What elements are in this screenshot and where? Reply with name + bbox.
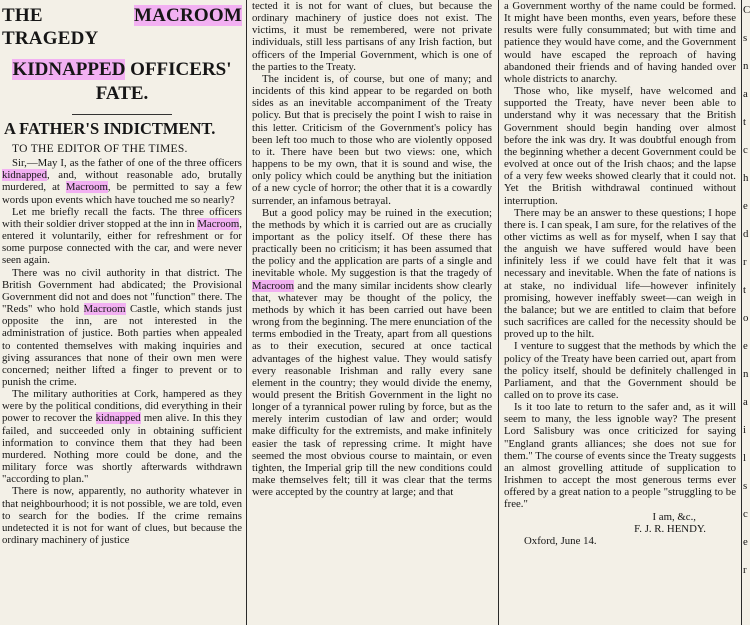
headline-kidnapped	[2, 58, 242, 82]
edge-glyph: t	[743, 116, 746, 128]
subtitle: A FATHER'S INDICTMENT.	[4, 119, 216, 138]
headline-title-highlight: MACROOM	[134, 5, 242, 26]
headline-kidnapped-highlight: KIDNAPPED	[12, 59, 126, 80]
letter-paragraph: Sir,—May I, as the father of one of the three officers kidnapped, and, without reasonable ado, brutally murdered, at Macroom, be permitted to say a few words upon events which have touched me so nearly?	[2, 157, 242, 206]
highlighted-word: Macroom	[65, 181, 108, 194]
column-1	[2, 0, 242, 625]
column-rule	[741, 0, 742, 625]
highlighted-word: Macroom	[197, 217, 240, 230]
closing: I am, &c.,	[652, 510, 696, 523]
letter-paragraph: a Government worthy of the name could be formed. It might have been months, even years, before these results were fully consummated; but with time and patience they would have come, and the Government would have escaped the reproach of having abandoned their friends and of having handed over whole districts to anarchy.	[504, 0, 736, 85]
edge-glyph: e	[743, 340, 748, 352]
highlighted-word: Macroom	[252, 279, 294, 292]
headline-title	[2, 4, 242, 50]
letter-paragraph: I venture to suggest that the methods by which the policy of the Treaty have been carried out, apart from the policy itself, should be definitely challenged in Parliament, and that the Government should be called on to prove its case.	[504, 340, 736, 401]
column-rule	[246, 0, 247, 625]
edge-glyph: o	[743, 312, 749, 324]
edge-glyph: n	[743, 60, 749, 72]
letter-paragraph: Is it too late to return to the safer and, as it will seem to many, the less ignoble way? The present Lord Salisbury was once criticized for saying "England grants alliances; she does not sue for them." The course of events since the Treaty suggests an almost grovelling attitude of supplication to Irishmen to accept the most generous terms ever offered by a great nation to a people "struggling to be free."	[504, 401, 736, 511]
highlighted-word: kidnapped	[2, 169, 47, 182]
column-3	[504, 0, 736, 625]
edge-glyph: i	[743, 424, 746, 436]
column-rule	[498, 0, 499, 625]
headline-divider	[72, 114, 172, 115]
edge-glyph: s	[743, 480, 748, 492]
letter-paragraph: tected it is not for want of clues, but because the ordinary machinery of justice does not exist. The victims, it must be remembered, were not private individuals, still less partisans of any Irish faction, but officers of the Imperial Government, which is one of the parties to the Treaty.	[252, 0, 492, 73]
edge-glyph: c	[743, 508, 748, 520]
edge-glyph: r	[743, 564, 747, 576]
dateline: Oxford, June 14.	[524, 534, 597, 547]
edge-glyph: s	[743, 32, 748, 44]
signature: F. J. R. HENDY.	[634, 522, 706, 535]
letter-paragraph: There was no civil authority in that district. The British Government had abdicated; the Provisional Government did not and does not "function" there. The "Reds" who hold Macroom Castle, which stands just opposite the inn, are not interested in the administration of justice. Both parties when appealed to contented themselves with making inquiries and giving assurances that none of their own men were concerned; neither lifted a finger to prevent or to punish the crime.	[2, 266, 242, 388]
headline-word: THE	[2, 5, 43, 26]
letter-paragraph: But a good policy may be ruined in the execution; the methods by which it is carried out are as crucially important as the policy itself. Of these there has practically been no criticism; it has been assumed that the policy and the application are parts of a single and inevitable whole. My suggestion is that the tragedy of Macroom and the many similar incidents show clearly that, whatever may be thought of the policy, the methods by which it has been carried out have been wrong from the beginning. The mere enunciation of the terms embodied in the Treaty, apart from all questions as to their execution, secured at once tactical advantages of the highest value. They would satisfy every reasonable Irishman and rally every sane element in the country; they would divide the enemy, would present the British Government in the light no longer of a tyrannical power ruling by force, but as the merely interim custodian of law and order; would make difficulty for the extremists, and make infinitely easier the task of repressing crime. It might have seemed the most obvious course to maintain, or even tighten, the Imperial grip till the new conditions could make themselves felt; till it was clear that the terms were accepted by the country at large; and that	[252, 206, 492, 499]
edge-glyph: r	[743, 256, 747, 268]
letter-paragraph: The incident is, of course, but one of many; and incidents of this kind appear to be regarded on both sides as an inevitable accompaniment of the Treaty policy. But that is precisely the point I wish to raise in this letter. Criticism of the Government's policy has been left too much to those who are violently opposed to it. There have been but two views: one, which happens to be my own, that it is sound and wise, the only policy which could be anything but the initiation of a new cycle of horror; the other that it is a cowardly surrender, an infamous betrayal.	[252, 72, 492, 207]
edge-glyph: a	[743, 396, 748, 408]
edge-glyph: a	[743, 88, 748, 100]
edge-glyph: d	[743, 228, 749, 240]
edge-glyph: h	[743, 172, 749, 184]
highlighted-word: Macroom	[83, 303, 126, 316]
letter-paragraph: Let me briefly recall the facts. The three officers with their soldier driver stopped at the inn in Macroom, entered it voluntarily, either for refreshment or for some purpose connected with the car, and were never seen again.	[2, 205, 242, 267]
highlighted-word: kidnapped	[95, 412, 141, 425]
letter-paragraph: There is now, apparently, no authority whatever in that neighbourhood; it is not possible, we are told, even to search for the bodies. If the crime remains undetected it is not for want of clues, but because the ordinary machinery of justice	[2, 485, 242, 546]
headline-word: TRAGEDY	[2, 28, 99, 49]
letter-paragraph: Those who, like myself, have welcomed and supported the Treaty, have never been able to understand why it was necessary that the British Government should begin handing over almost before the ink was dry. It was doubtful enough from the beginning whether a decent Government could be evolved at once out of the Irish chaos; and the lapse of a very few weeks showed clearly that it could not. Yet the British withdrawal continued without interruption.	[504, 85, 736, 207]
letter-paragraph: There may be an answer to these questions; I hope there is. I can speak, I am sure, for the relatives of the other victims as well as for myself, when I say that the anguish we have suffered would have been infinitely less if we could have felt that it was necessary and inevitable. When the fate of nations is at stake, no individual life—however infinitely promising, however ineffably sweet—can weigh in the balance; but we are entitled to claim that before such sacrifices are called for the necessity should be proved up to the hilt.	[504, 206, 736, 341]
edge-glyph: e	[743, 536, 748, 548]
to-editor: TO THE EDITOR OF THE TIMES.	[12, 143, 188, 155]
headline-word: OFFICERS'	[130, 59, 232, 80]
edge-glyph: c	[743, 144, 748, 156]
column-2	[252, 0, 492, 625]
headline-fate: FATE.	[95, 83, 149, 104]
edge-glyph: t	[743, 284, 746, 296]
letter-paragraph: The military authorities at Cork, hampered as they were by the political conditions, did everything in their power to recover the kidnapped men alive. In this they failed, and succeeded only in obtaining sufficient information to convince them that they had been murdered. Nothing more could be done, and the military force was shortly afterwards withdrawn "according to plan."	[2, 388, 242, 486]
edge-glyph: C	[743, 4, 750, 16]
edge-glyph: l	[743, 452, 746, 464]
edge-glyph: e	[743, 200, 748, 212]
edge-glyph: n	[743, 368, 749, 380]
